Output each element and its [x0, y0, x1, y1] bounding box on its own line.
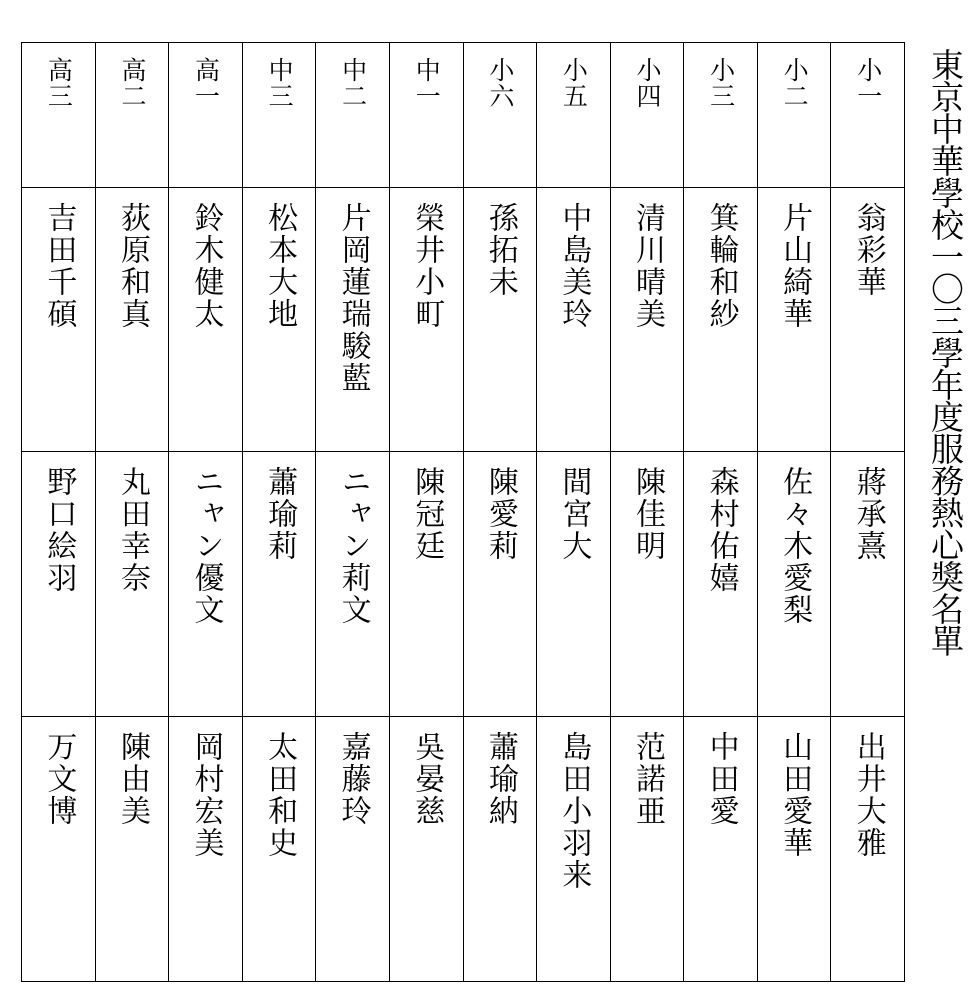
grade-cell [537, 43, 611, 188]
name-cell [463, 452, 537, 716]
grade-label: 小六 [485, 57, 515, 109]
student-name: 鈴木健太 [188, 202, 224, 331]
grade-label: 小一 [853, 57, 883, 109]
name-cell [684, 188, 758, 452]
grade-label: 小二 [780, 57, 810, 109]
name-row-1 [22, 188, 905, 452]
name-cell [95, 188, 169, 452]
student-name: 陳冠廷 [409, 466, 445, 563]
grade-cell [610, 43, 684, 188]
grade-cell [95, 43, 169, 188]
name-cell [389, 188, 463, 452]
student-name: 吳晏慈 [409, 730, 445, 827]
grade-label: 小三 [706, 57, 736, 109]
student-name: 丸田幸奈 [114, 466, 150, 595]
grade-cell [463, 43, 537, 188]
student-name: 太田和史 [262, 730, 298, 859]
grade-label: 中三 [265, 57, 295, 109]
name-cell [22, 188, 96, 452]
student-name: 片山綺華 [777, 202, 813, 331]
student-name: 陳由美 [114, 730, 150, 827]
name-cell [463, 188, 537, 452]
name-row-2 [22, 452, 905, 716]
grade-cell [831, 43, 905, 188]
name-cell [610, 188, 684, 452]
grade-label: 中二 [338, 57, 368, 109]
name-cell [610, 452, 684, 716]
name-cell [831, 716, 905, 981]
student-name: 野口絵羽 [41, 466, 77, 595]
name-cell [22, 452, 96, 716]
name-cell [316, 452, 390, 716]
name-cell [537, 716, 611, 981]
student-name: 岡村宏美 [188, 730, 224, 859]
grade-label: 高三 [44, 57, 74, 109]
student-name: 山田愛華 [777, 730, 813, 859]
student-name: 嘉藤玲 [335, 730, 371, 827]
name-cell [389, 452, 463, 716]
student-name: 松本大地 [262, 202, 298, 331]
grade-cell [757, 43, 831, 188]
name-cell [169, 716, 243, 981]
student-name: 間宮大 [556, 466, 592, 563]
student-name: ニャン優文 [188, 466, 224, 627]
student-name: 荻原和真 [114, 202, 150, 331]
grade-cell [389, 43, 463, 188]
name-cell [242, 452, 316, 716]
student-name: 榮井小町 [409, 202, 445, 331]
name-cell [22, 716, 96, 981]
name-cell [463, 716, 537, 981]
name-cell [316, 188, 390, 452]
name-cell [537, 188, 611, 452]
student-name: 中田愛 [703, 730, 739, 827]
student-name: 箕輪和紗 [703, 202, 739, 331]
name-cell [169, 452, 243, 716]
name-row-3 [22, 716, 905, 981]
name-cell [242, 716, 316, 981]
student-name: 陳愛莉 [482, 466, 518, 563]
name-cell [831, 452, 905, 716]
name-cell [537, 452, 611, 716]
student-name: ニャン莉文 [335, 466, 371, 627]
student-name: 片岡蓮瑞駿藍 [335, 202, 371, 395]
student-name: 翁彩華 [850, 202, 886, 299]
student-name: 孫拓未 [482, 202, 518, 299]
student-name: 出井大雅 [850, 730, 886, 859]
name-cell [242, 188, 316, 452]
student-name: 佐々木愛梨 [777, 466, 813, 627]
grade-cell [22, 43, 96, 188]
student-name: 万文博 [41, 730, 77, 827]
student-name: 森村佑嬉 [703, 466, 739, 595]
name-cell [610, 716, 684, 981]
name-cell [169, 188, 243, 452]
name-cell [684, 716, 758, 981]
student-name: 島田小羽来 [556, 730, 592, 891]
name-cell [757, 188, 831, 452]
grade-row [22, 43, 905, 188]
name-cell [757, 452, 831, 716]
name-cell [95, 716, 169, 981]
name-cell [684, 452, 758, 716]
grade-label: 高二 [117, 57, 147, 109]
document-title: 東京中華學校一〇三學年度服務熱心獎名單 [926, 48, 965, 656]
student-name: 清川晴美 [629, 202, 665, 331]
name-cell [95, 452, 169, 716]
grade-label: 高一 [191, 57, 221, 109]
name-cell [757, 716, 831, 981]
student-name: 蔣承熹 [850, 466, 886, 563]
student-name: 陳佳明 [629, 466, 665, 563]
grade-cell [242, 43, 316, 188]
name-cell [831, 188, 905, 452]
name-cell [389, 716, 463, 981]
grade-cell [316, 43, 390, 188]
grade-cell [169, 43, 243, 188]
grade-label: 小四 [632, 57, 662, 109]
grade-label: 小五 [559, 57, 589, 109]
student-name: 中島美玲 [556, 202, 592, 331]
grade-cell [684, 43, 758, 188]
student-name: 范諾亜 [629, 730, 665, 827]
student-name: 吉田千碩 [41, 202, 77, 331]
student-name: 蕭瑜莉 [262, 466, 298, 563]
grade-label: 中一 [412, 57, 442, 109]
name-cell [316, 716, 390, 981]
award-roster-table [21, 42, 905, 982]
student-name: 蕭瑜納 [482, 730, 518, 827]
